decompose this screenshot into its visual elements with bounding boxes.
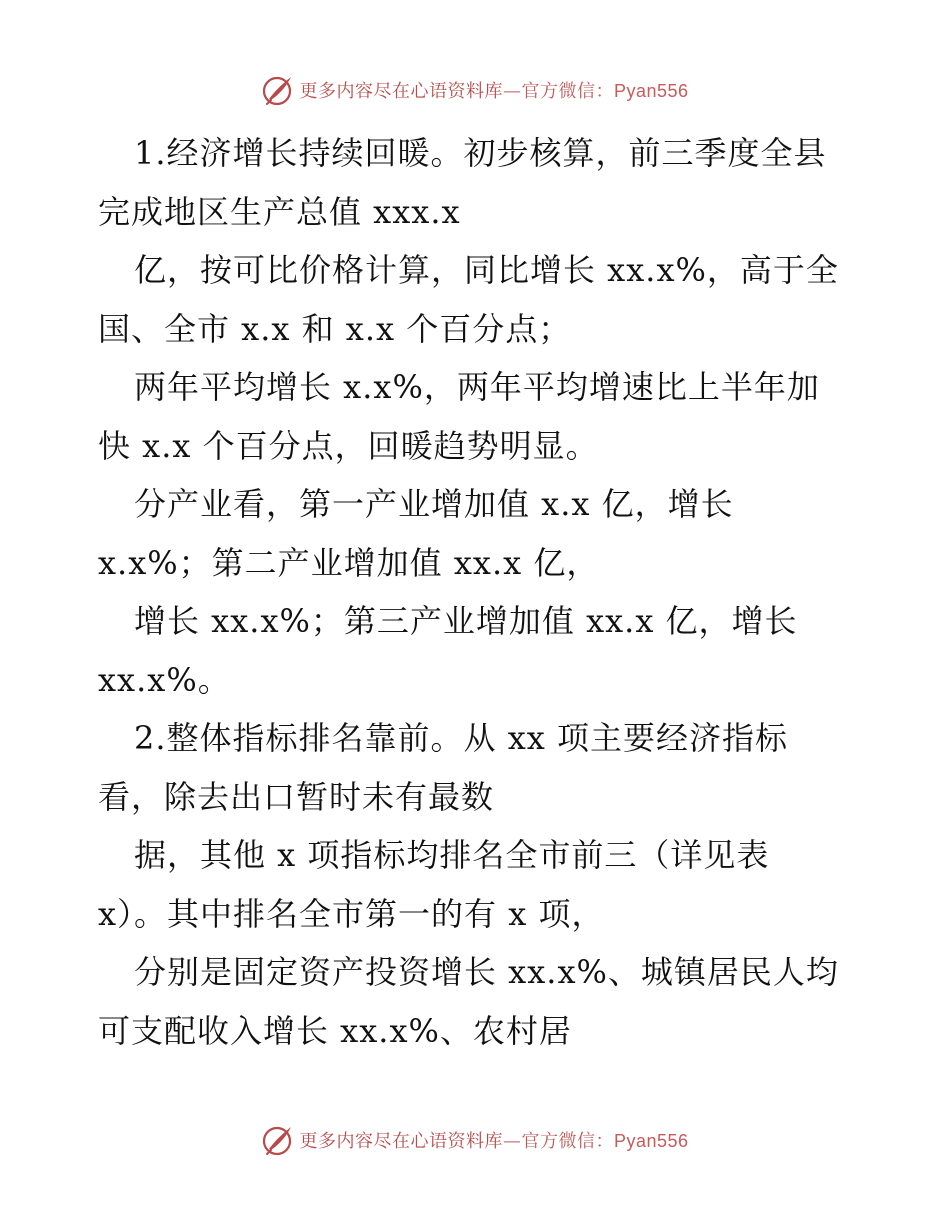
- paragraph-line: 分产业看，第一产业增加值 x.x 亿，增长: [134, 485, 734, 523]
- paragraph-line: 国、全市 x.x 和 x.x 个百分点；: [98, 309, 572, 348]
- paragraph-line: 看，除去出口暂时未有最数: [98, 777, 495, 816]
- paragraph-line: x.x%；第二产业增加值 xx.x 亿，: [98, 543, 600, 582]
- paragraph-line: 2.整体指标排名靠前。从 xx 项主要经济指标: [134, 719, 788, 757]
- header-banner: [0, 70, 950, 110]
- paragraph-line: 完成地区生产总值 xxx.x: [98, 192, 461, 231]
- paragraph-line: x）。其中排名全市第一的有 x 项，: [98, 894, 605, 933]
- paragraph-line: 亿，按可比价格计算，同比增长 xx.x%，高于全: [134, 251, 839, 289]
- banner-wechat-label: 官方微信：: [521, 81, 614, 102]
- banner-separator: —: [502, 1131, 522, 1152]
- banner-text: [299, 77, 688, 103]
- banner-separator: —: [502, 81, 522, 102]
- paragraph-line: 快 x.x 个百分点，回暖趋势明显。: [98, 426, 599, 465]
- paragraph-line: xx.x%。: [98, 660, 231, 699]
- banner-text: [299, 1127, 688, 1153]
- banner-wechat-id: Pyan556: [613, 1131, 689, 1151]
- quill-pen-logo-icon: [261, 1123, 295, 1157]
- banner-wechat-id: Pyan556: [613, 81, 689, 101]
- paragraph-line: 增长 xx.x%；第三产业增加值 xx.x 亿，增长: [134, 602, 798, 640]
- paragraph-line: 1.经济增长持续回暖。初步核算，前三季度全县: [134, 134, 827, 172]
- quill-pen-logo-icon: [261, 73, 295, 107]
- banner-main-text: 更多内容尽在心语资料库: [299, 81, 503, 102]
- paragraph-line: 两年平均增长 x.x%，两年平均增速比上半年加: [134, 368, 820, 406]
- banner-main-text: 更多内容尽在心语资料库: [299, 1131, 503, 1152]
- footer-banner: [0, 1120, 950, 1160]
- paragraph-line: 据，其他 x 项指标均排名全市前三（详见表: [134, 836, 770, 874]
- document-body: [98, 124, 858, 1060]
- paragraph-line: 可支配收入增长 xx.x%、农村居: [98, 1011, 572, 1050]
- banner-wechat-label: 官方微信：: [521, 1131, 614, 1152]
- paragraph-line: 分别是固定资产投资增长 xx.x%、城镇居民人均: [134, 953, 839, 991]
